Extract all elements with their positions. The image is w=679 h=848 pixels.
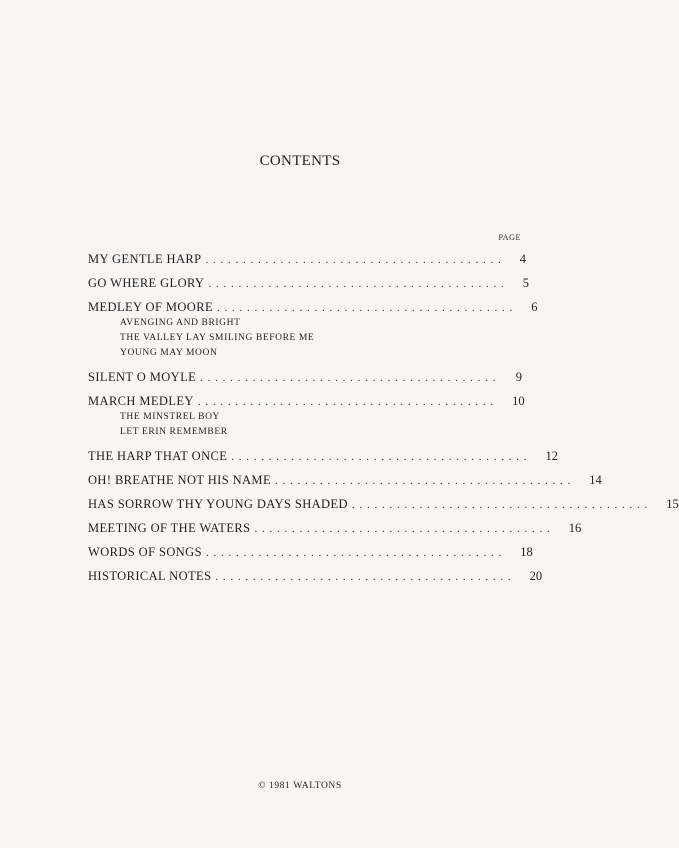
toc-entry (88, 276, 529, 292)
toc-entry-page: 9 (515, 370, 522, 384)
toc-entry-page: 4 (519, 252, 526, 266)
dot-leader: . . . . . . . . . . . . . . . . . . . . . . . . . . . . . . . . . . . . . . . . (215, 571, 512, 583)
dot-leader: . . . . . . . . . . . . . . . . . . . . . . . . . . . . . . . . . . . . . . . . (254, 523, 551, 535)
toc-entry-page: 15 (666, 497, 679, 511)
toc-entry (88, 497, 679, 513)
toc-entry (88, 370, 522, 386)
toc-subentry: AVENGING AND BRIGHT (120, 318, 241, 328)
page-column-header: PAGE (498, 233, 521, 242)
toc-entry-page: 18 (520, 545, 533, 559)
toc-entry-title: MY GENTLE HARP (88, 252, 202, 266)
dot-leader: . . . . . . . . . . . . . . . . . . . . . . . . . . . . . . . . . . . . . . . . (200, 372, 497, 384)
toc-subentry: LET ERIN REMEMBER (120, 427, 228, 437)
toc-entry-page: 5 (522, 276, 529, 290)
toc-entry (88, 449, 559, 465)
toc-entry-title: MEETING OF THE WATERS (88, 521, 251, 535)
toc-entry (88, 473, 602, 489)
toc-entry-page: 16 (568, 521, 582, 535)
toc-entry-title: THE HARP THAT ONCE (88, 449, 228, 463)
toc-entry-title: MEDLEY OF MOORE (88, 300, 213, 314)
toc-entry-title: HISTORICAL NOTES (88, 569, 212, 583)
toc-entry (88, 569, 543, 585)
dot-leader: . . . . . . . . . . . . . . . . . . . . . . . . . . . . . . . . . . . . . . . . (351, 499, 649, 511)
dot-leader: . . . . . . . . . . . . . . . . . . . . . . . . . . . . . . . . . . . . . . . . (231, 451, 528, 463)
dot-leader: . . . . . . . . . . . . . . . . . . . . . . . . . . . . . . . . . . . . . . . . (205, 547, 503, 559)
dot-leader: . . . . . . . . . . . . . . . . . . . . . . . . . . . . . . . . . . . . . . . . (205, 254, 502, 266)
toc-entry-title: OH! BREATHE NOT HIS NAME (88, 473, 271, 487)
dot-leader: . . . . . . . . . . . . . . . . . . . . . . . . . . . . . . . . . . . . . . . . (216, 302, 514, 314)
copyright-notice: © 1981 WALTONS (258, 781, 342, 791)
toc-entry-page: 14 (589, 473, 602, 487)
toc-entry-page: 10 (512, 394, 525, 408)
page-title: CONTENTS (259, 153, 341, 169)
toc-entry-title: HAS SORROW THY YOUNG DAYS SHADED (88, 497, 348, 511)
toc-entry (88, 521, 582, 537)
toc-entry (88, 394, 525, 410)
toc-entry-title: SILENT O MOYLE (88, 370, 197, 384)
toc-entry (88, 252, 526, 268)
dot-leader: . . . . . . . . . . . . . . . . . . . . . . . . . . . . . . . . . . . . . . . . (208, 278, 505, 290)
toc-subentry: THE VALLEY LAY SMILING BEFORE ME (120, 333, 315, 343)
toc-entry-title: WORDS OF SONGS (88, 545, 202, 559)
toc-entry-page: 20 (529, 569, 543, 583)
dot-leader: . . . . . . . . . . . . . . . . . . . . . . . . . . . . . . . . . . . . . . . . (197, 396, 495, 408)
toc-entry (88, 545, 533, 561)
toc-entry-page: 12 (545, 449, 559, 463)
toc-entry-title: MARCH MEDLEY (88, 394, 194, 408)
toc-entry-title: GO WHERE GLORY (88, 276, 205, 290)
toc-subentry: THE MINSTREL BOY (120, 412, 221, 422)
toc-entry (88, 300, 538, 316)
dot-leader: . . . . . . . . . . . . . . . . . . . . . . . . . . . . . . . . . . . . . . . . (274, 475, 572, 487)
toc-entry-page: 6 (531, 300, 538, 314)
toc-subentry: YOUNG MAY MOON (120, 348, 218, 358)
